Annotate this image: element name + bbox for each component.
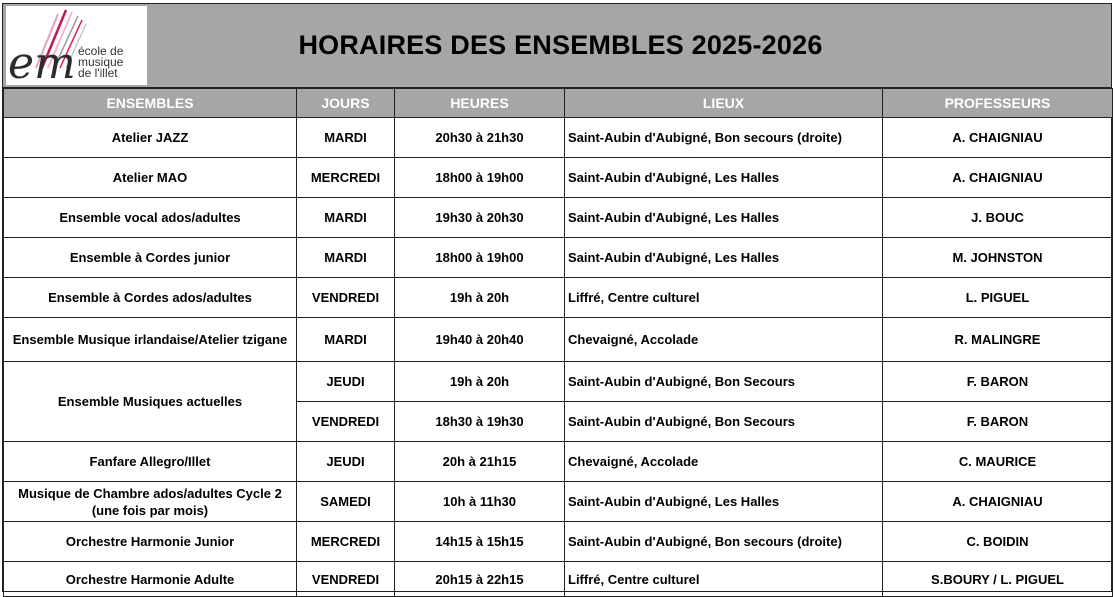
jour-cell: MARDI — [297, 118, 395, 158]
jour-cell: MERCREDI — [297, 158, 395, 198]
heure-cell: 19h30 à 20h30 — [395, 198, 565, 238]
ensemble-cell: Ensemble Musique irlandaise/Atelier tzigane — [4, 318, 297, 362]
ensemble-cell: Ensemble Musiques actuelles — [4, 362, 297, 442]
heure-cell: 14h15 à 15h15 — [395, 522, 565, 562]
logo-monogram: em — [8, 38, 76, 85]
prof-cell: C. BOIDIN — [883, 522, 1113, 562]
logo-line-2: musique — [78, 55, 124, 69]
heure-cell: 20h15 à 22h15 — [395, 562, 565, 597]
logo-line-3: de l'illet — [78, 66, 118, 80]
heure-cell: 18h00 à 19h00 — [395, 158, 565, 198]
column-header-professeurs: PROFESSEURS — [883, 89, 1113, 118]
prof-cell: J. BOUC — [883, 198, 1113, 238]
heure-cell: 20h à 21h15 — [395, 442, 565, 482]
jour-cell: VENDREDI — [297, 278, 395, 318]
lieu-cell: Saint-Aubin d'Aubigné, Bon Secours — [565, 362, 883, 402]
prof-cell: A. CHAIGNIAU — [883, 482, 1113, 522]
column-header-lieux: LIEUX — [565, 89, 883, 118]
column-header-heures: HEURES — [395, 89, 565, 118]
jour-cell: SAMEDI — [297, 482, 395, 522]
header-row — [4, 89, 1113, 118]
lieu-cell: Chevaigné, Accolade — [565, 318, 883, 362]
table-row — [4, 118, 1113, 158]
schedule-sheet — [2, 3, 1112, 592]
table-row — [4, 482, 1113, 522]
lieu-cell: Chevaigné, Accolade — [565, 442, 883, 482]
lieu-cell: Saint-Aubin d'Aubigné, Les Halles — [565, 198, 883, 238]
ensemble-cell: Orchestre Harmonie Adulte — [4, 562, 297, 597]
lieu-cell: Liffré, Centre culturel — [565, 562, 883, 597]
column-header-jours: JOURS — [297, 89, 395, 118]
heure-cell: 19h à 20h — [395, 278, 565, 318]
ensemble-cell: Orchestre Harmonie Junior — [4, 522, 297, 562]
lieu-cell: Saint-Aubin d'Aubigné, Les Halles — [565, 238, 883, 278]
lieu-cell: Saint-Aubin d'Aubigné, Les Halles — [565, 158, 883, 198]
heure-cell: 18h30 à 19h30 — [395, 402, 565, 442]
ensemble-cell: Ensemble à Cordes junior — [4, 238, 297, 278]
table-row — [4, 238, 1113, 278]
table-row — [4, 278, 1113, 318]
lieu-cell: Saint-Aubin d'Aubigné, Bon secours (droite) — [565, 118, 883, 158]
prof-cell: L. PIGUEL — [883, 278, 1113, 318]
table-row — [4, 198, 1113, 238]
jour-cell: VENDREDI — [297, 402, 395, 442]
jour-cell: MARDI — [297, 198, 395, 238]
column-header-ensembles: ENSEMBLES — [4, 89, 297, 118]
ensemble-cell: Atelier JAZZ — [4, 118, 297, 158]
jour-cell: MARDI — [297, 238, 395, 278]
lieu-cell: Saint-Aubin d'Aubigné, Les Halles — [565, 482, 883, 522]
table-row — [4, 562, 1113, 597]
ensemble-cell: Atelier MAO — [4, 158, 297, 198]
heure-cell: 19h40 à 20h40 — [395, 318, 565, 362]
prof-cell: F. BARON — [883, 402, 1113, 442]
heure-cell: 20h30 à 21h30 — [395, 118, 565, 158]
header-band — [3, 4, 1111, 88]
table-row — [4, 158, 1113, 198]
table-row — [4, 522, 1113, 562]
heure-cell: 19h à 20h — [395, 362, 565, 402]
prof-cell: F. BARON — [883, 362, 1113, 402]
jour-cell: JEUDI — [297, 442, 395, 482]
lieu-cell: Saint-Aubin d'Aubigné, Bon Secours — [565, 402, 883, 442]
prof-cell: S.BOURY / L. PIGUEL — [883, 562, 1113, 597]
heure-cell: 10h à 11h30 — [395, 482, 565, 522]
jour-cell: MERCREDI — [297, 522, 395, 562]
table-row — [4, 362, 1113, 402]
jour-cell: VENDREDI — [297, 562, 395, 597]
lieu-cell: Liffré, Centre culturel — [565, 278, 883, 318]
prof-cell: C. MAURICE — [883, 442, 1113, 482]
ensemble-cell: Musique de Chambre ados/adultes Cycle 2 (une fois par mois) — [4, 482, 297, 522]
heure-cell: 18h00 à 19h00 — [395, 238, 565, 278]
table-row — [4, 318, 1113, 362]
schedule-table — [3, 88, 1113, 597]
logo-line-1: école de — [78, 44, 124, 58]
prof-cell: M. JOHNSTON — [883, 238, 1113, 278]
table-row — [4, 442, 1113, 482]
prof-cell: A. CHAIGNIAU — [883, 158, 1113, 198]
ensemble-cell: Ensemble à Cordes ados/adultes — [4, 278, 297, 318]
jour-cell: MARDI — [297, 318, 395, 362]
page-title: HORAIRES DES ENSEMBLES 2025-2026 — [298, 30, 823, 60]
prof-cell: A. CHAIGNIAU — [883, 118, 1113, 158]
lieu-cell: Saint-Aubin d'Aubigné, Bon secours (droite) — [565, 522, 883, 562]
ensemble-cell: Ensemble vocal ados/adultes — [4, 198, 297, 238]
prof-cell: R. MALINGRE — [883, 318, 1113, 362]
jour-cell: JEUDI — [297, 362, 395, 402]
ensemble-cell: Fanfare Allegro/Illet — [4, 442, 297, 482]
